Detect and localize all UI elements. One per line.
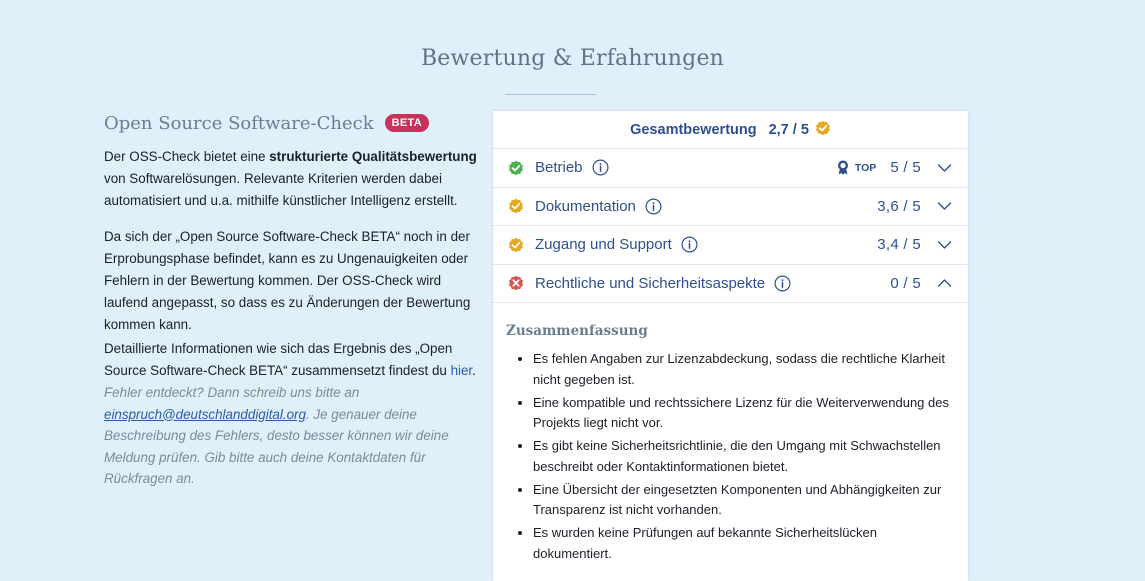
check-badge-icon [508, 275, 524, 291]
rating-row-score: 0 / 5 [890, 274, 921, 292]
summary-item: • Es gibt keine Sicherheitsrichtlinie, die den Umgang mit Schwachstellen beschreibt oder Kontaktinformationen bietet. [533, 436, 952, 477]
top-badge [837, 160, 876, 175]
top-label-text: TOP [854, 161, 877, 174]
summary-item: • Es fehlen Angaben zur Lizenzabdeckung, sodass die rechtliche Klarheit nicht gegeben ist. [533, 349, 952, 390]
info-icon[interactable] [681, 236, 698, 253]
oss-check-info [104, 110, 482, 490]
rating-row-label: Zugang und Support [535, 236, 672, 254]
rating-row[interactable] [493, 149, 968, 188]
chevron-down-icon[interactable] [937, 163, 952, 173]
rating-row-label: Betrieb [535, 159, 583, 177]
check-badge-icon [508, 198, 524, 214]
title-divider [505, 94, 596, 95]
rating-row[interactable] [493, 226, 968, 265]
beta-paragraph: Da sich der „Open Source Software-Check BETA“ noch in der Erprobungsphase befindet, kann es zu Ungenauigkeiten oder Fehlern in der Bewertung kommen. Der OSS-Check wird laufend angepasst, so dass es zu Änderungen der Bewertung kommen kann. [104, 229, 471, 332]
section-title: Bewertung & Erfahrungen [420, 46, 725, 71]
intro-paragraph: Der OSS-Check bietet eine strukturierte Qualitätsbewertung von Softwarelösungen. Relevante Kriterien werden dabei automatisiert und u.a. mithilfe künstlicher Intelligenz erstellt. [104, 149, 477, 208]
rating-row[interactable] [493, 265, 968, 304]
rating-row-score: 5 / 5 [890, 159, 921, 177]
summary-title: Zusammenfassung [506, 323, 648, 339]
info-icon[interactable] [774, 275, 791, 292]
check-badge-icon [508, 237, 524, 253]
chevron-down-icon[interactable] [937, 201, 952, 211]
info-icon[interactable] [592, 159, 609, 176]
summary-item: • Eine Übersicht der eingesetzten Komponenten und Abhängigkeiten zur Transparenz ist nicht vorhanden. [533, 480, 952, 521]
error-note: Fehler entdeckt? Dann schreib uns bitte an einspruch@deutschlanddigital.org. Je genauer deine Beschreibung des Fehlers, desto besser können wir deine Meldung prüfen. Gib bitte auch deine Kontaktdaten für Rückfragen an. [104, 385, 449, 486]
check-badge-icon [508, 160, 524, 176]
rating-row-score: 3,6 / 5 [877, 197, 921, 215]
details-link[interactable]: hier [450, 363, 473, 378]
rating-row-score: 3,4 / 5 [877, 236, 921, 254]
overall-score: 2,7 / 5 [768, 121, 809, 138]
chevron-down-icon[interactable] [937, 240, 952, 250]
rating-row[interactable] [493, 188, 968, 227]
details-paragraph: Detaillierte Informationen wie sich das Ergebnis des „Open Source Software-Check BETA“ zusammensetzt findest du hier. [104, 341, 476, 378]
summary-list [506, 349, 952, 564]
award-ribbon-icon [837, 160, 855, 175]
overall-rating [493, 111, 968, 149]
oss-check-title: Open Source Software-Check [104, 112, 374, 134]
intro-bold: strukturierte Qualitätsbewertung [269, 149, 477, 164]
summary-item: • Eine kompatible und rechtssichere Lizenz für die Weiterverwendung des Projekts liegt nicht vor. [533, 393, 952, 434]
summary-section [493, 303, 968, 564]
email-link[interactable]: einspruch@deutschlanddigital.org [104, 406, 306, 422]
rating-row-label: Dokumentation [535, 197, 636, 215]
overall-label: Gesamtbewertung [630, 121, 757, 138]
beta-badge: BETA [385, 114, 429, 132]
summary-item: • Es wurden keine Prüfungen auf bekannte Sicherheitslücken dokumentiert. [533, 523, 952, 564]
check-badge-icon [815, 120, 831, 140]
chevron-up-icon[interactable] [937, 278, 952, 288]
rating-card [493, 111, 968, 581]
info-icon[interactable] [645, 198, 662, 215]
rating-row-label: Rechtliche und Sicherheitsaspekte [535, 274, 766, 292]
